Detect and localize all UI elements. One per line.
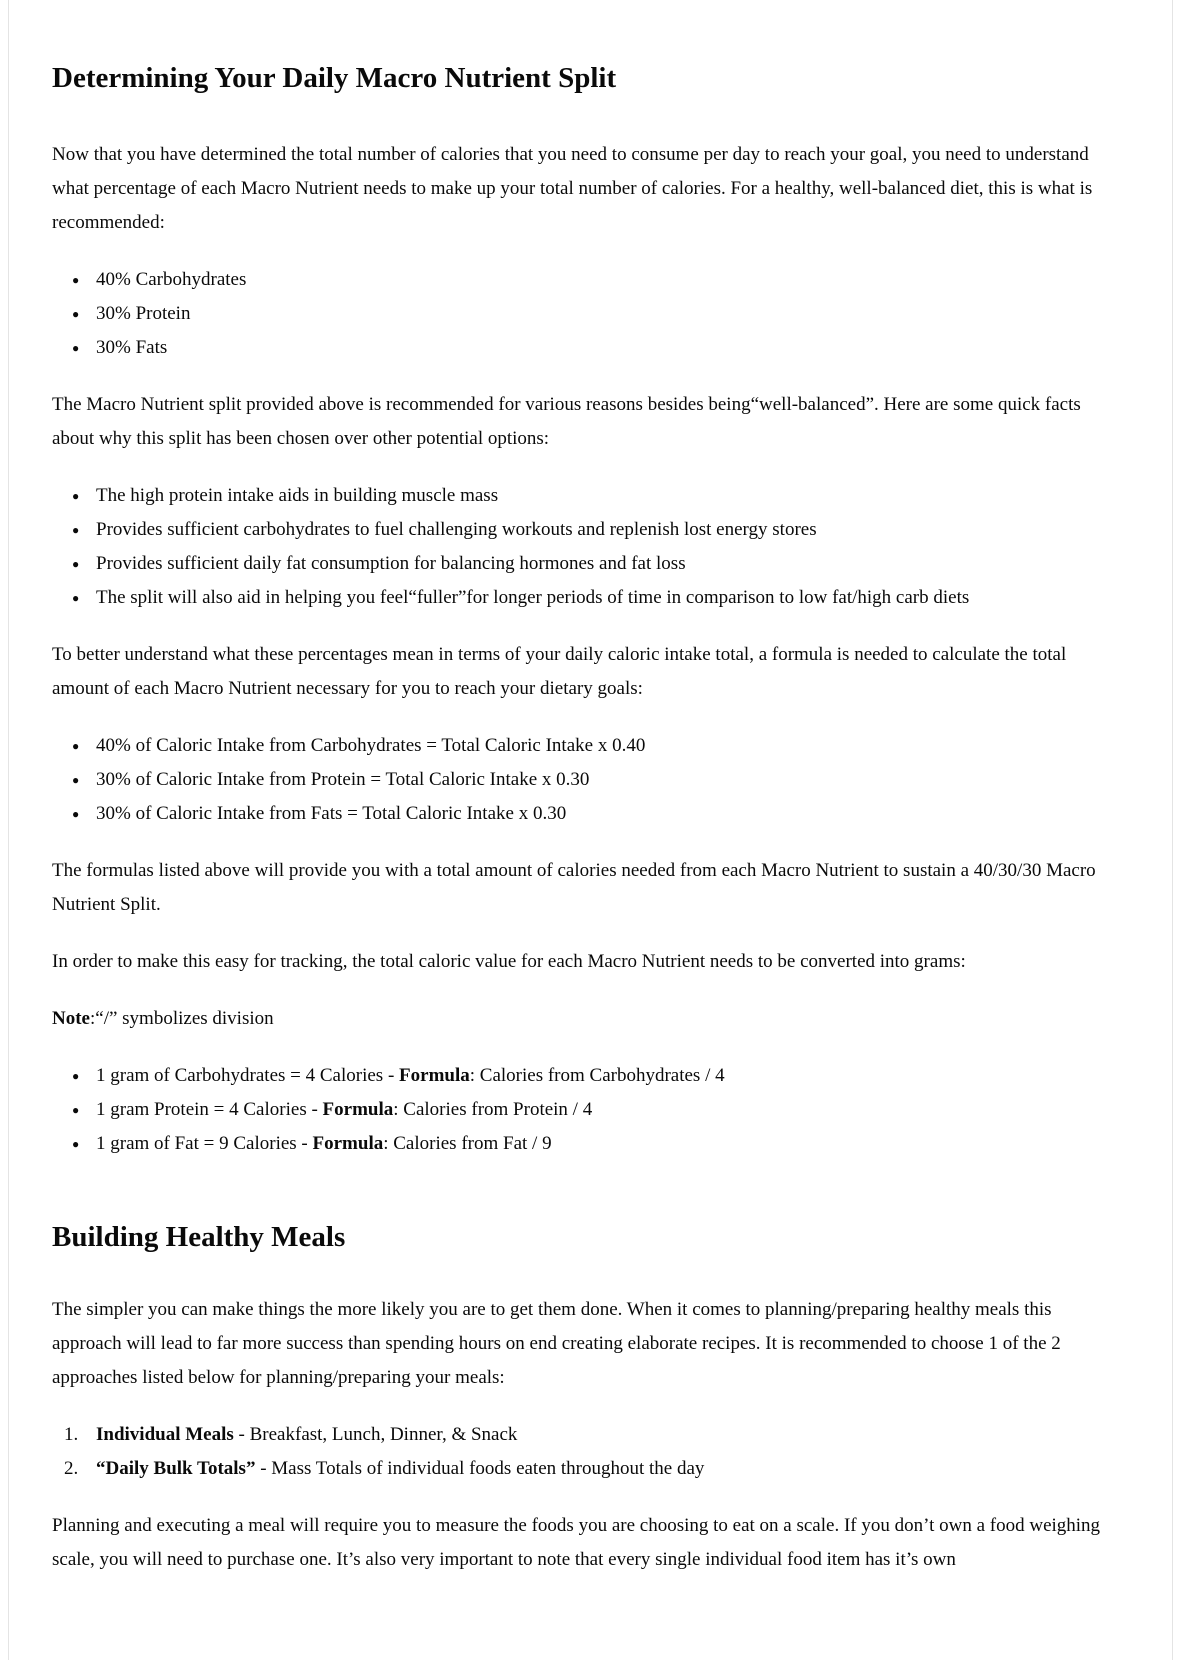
list-item bbox=[52, 1418, 1104, 1452]
paragraph-meals-intro: The simpler you can make things the more likely you are to get them done. When it comes to planning/preparing healthy meals this approach will lead to far more success than spending hours on end creating elaborate recipes. It is recommended to choose 1 of the 2 approaches listed below for planning/preparing your meals: bbox=[52, 1299, 1061, 1388]
paragraph-closing: Planning and executing a meal will require you to measure the foods you are choosing to eat on a scale. If you don’t own a food weighing scale, you will need to purchase one. It’s also very important to note that every single individual food item has it’s own bbox=[52, 1515, 1101, 1570]
list-split-reasons bbox=[52, 479, 1104, 615]
list-item-text bbox=[96, 1133, 552, 1154]
list-item bbox=[52, 331, 1104, 365]
bullet-icon: ● bbox=[72, 1103, 80, 1117]
list-item bbox=[52, 797, 1104, 831]
conversion-post: : Calories from Protein / 4 bbox=[393, 1099, 593, 1120]
list-item-text: 30% Fats bbox=[96, 337, 168, 358]
meal-option-label: “Daily Bulk Totals” bbox=[96, 1458, 256, 1479]
list-item-text: The split will also aid in helping you feel“fuller”for longer periods of time in comparison to low fat/high carb diets bbox=[96, 587, 970, 608]
bullet-icon: ● bbox=[72, 341, 80, 355]
list-item-text bbox=[96, 1099, 592, 1120]
list-item bbox=[52, 479, 1104, 513]
list-item-text: 40% Carbohydrates bbox=[96, 269, 247, 290]
list-meal-approaches bbox=[52, 1418, 1104, 1486]
list-item-text: Provides sufficient daily fat consumption for balancing hormones and fat loss bbox=[96, 553, 686, 574]
meal-option-label: Individual Meals bbox=[96, 1424, 234, 1445]
conversion-pre: 1 gram of Fat = 9 Calories - bbox=[96, 1133, 313, 1154]
bullet-icon: ● bbox=[72, 591, 80, 605]
list-item-text: Provides sufficient carbohydrates to fuel challenging workouts and replenish lost energy stores bbox=[96, 519, 817, 540]
list-gram-conversions bbox=[52, 1059, 1104, 1161]
meal-option-text: - Mass Totals of individual foods eaten throughout the day bbox=[255, 1458, 705, 1479]
list-item bbox=[52, 263, 1104, 297]
list-item bbox=[52, 1127, 1104, 1161]
list-item bbox=[52, 547, 1104, 581]
list-item bbox=[52, 297, 1104, 331]
list-item bbox=[52, 581, 1104, 615]
bullet-icon: ● bbox=[72, 807, 80, 821]
bullet-icon: ● bbox=[72, 739, 80, 753]
bullet-icon: ● bbox=[72, 773, 80, 787]
list-caloric-formulas bbox=[52, 729, 1104, 831]
bullet-icon: ● bbox=[72, 307, 80, 321]
paragraph-grams-intro: In order to make this easy for tracking, the total caloric value for each Macro Nutrient needs to be converted into grams: bbox=[52, 951, 966, 972]
list-item bbox=[52, 763, 1104, 797]
bullet-icon: ● bbox=[72, 273, 80, 287]
conversion-pre: 1 gram Protein = 4 Calories - bbox=[96, 1099, 323, 1120]
list-item-text: The high protein intake aids in building muscle mass bbox=[96, 485, 499, 506]
list-item-text: 40% of Caloric Intake from Carbohydrates = Total Caloric Intake x 0.40 bbox=[96, 735, 646, 756]
list-item bbox=[52, 1093, 1104, 1127]
list-macro-percentages bbox=[52, 263, 1104, 365]
list-item bbox=[52, 1452, 1104, 1486]
list-item-text: 30% Protein bbox=[96, 303, 191, 324]
bullet-icon: ● bbox=[72, 523, 80, 537]
list-item bbox=[52, 729, 1104, 763]
formula-label: Formula bbox=[322, 1099, 394, 1120]
paragraph-macro-intro: Now that you have determined the total number of calories that you need to consume per day to reach your goal, you need to understand what percentage of each Macro Nutrient needs to make up your total number of calories. For a healthy, well-balanced diet, this is what is recommended: bbox=[52, 144, 1093, 233]
list-item-text: 30% of Caloric Intake from Protein = Total Caloric Intake x 0.30 bbox=[96, 769, 590, 790]
bullet-icon: ● bbox=[72, 1137, 80, 1151]
formula-label: Formula bbox=[312, 1133, 384, 1154]
note-text: :“/” symbolizes division bbox=[89, 1008, 274, 1029]
paragraph-formula-intro: To better understand what these percentages mean in terms of your daily caloric intake total, a formula is needed to calculate the total amount of each Macro Nutrient necessary for you to reach your dietary goals: bbox=[52, 644, 1067, 699]
bullet-icon: ● bbox=[72, 1069, 80, 1083]
heading-macro-nutrient-split: Determining Your Daily Macro Nutrient Split bbox=[52, 62, 617, 94]
meal-option-text: - Breakfast, Lunch, Dinner, & Snack bbox=[233, 1424, 518, 1445]
conversion-pre: 1 gram of Carbohydrates = 4 Calories - bbox=[96, 1065, 400, 1086]
bullet-icon: ● bbox=[72, 557, 80, 571]
formula-label: Formula bbox=[399, 1065, 470, 1086]
list-item bbox=[52, 1059, 1104, 1093]
conversion-post: : Calories from Carbohydrates / 4 bbox=[469, 1065, 725, 1086]
bullet-icon: ● bbox=[72, 489, 80, 503]
paragraph-formulas-summary: The formulas listed above will provide you with a total amount of calories needed from each Macro Nutrient to sustain a 40/30/30 Macro Nutrient Split. bbox=[52, 860, 1096, 915]
heading-building-healthy-meals: Building Healthy Meals bbox=[52, 1221, 346, 1253]
list-item-text bbox=[96, 1065, 725, 1086]
conversion-post: : Calories from Fat / 9 bbox=[383, 1133, 552, 1154]
paragraph-division-note bbox=[52, 1002, 1104, 1036]
note-label: Note bbox=[52, 1008, 90, 1029]
list-item-text: 30% of Caloric Intake from Fats = Total Caloric Intake x 0.30 bbox=[96, 803, 567, 824]
list-item bbox=[52, 513, 1104, 547]
list-number: 1. bbox=[64, 1424, 79, 1445]
paragraph-reasons-intro: The Macro Nutrient split provided above is recommended for various reasons besides being“well-balanced”. Here are some quick facts about why this split has been chosen over other potential options: bbox=[52, 394, 1081, 449]
list-number: 2. bbox=[64, 1458, 79, 1479]
